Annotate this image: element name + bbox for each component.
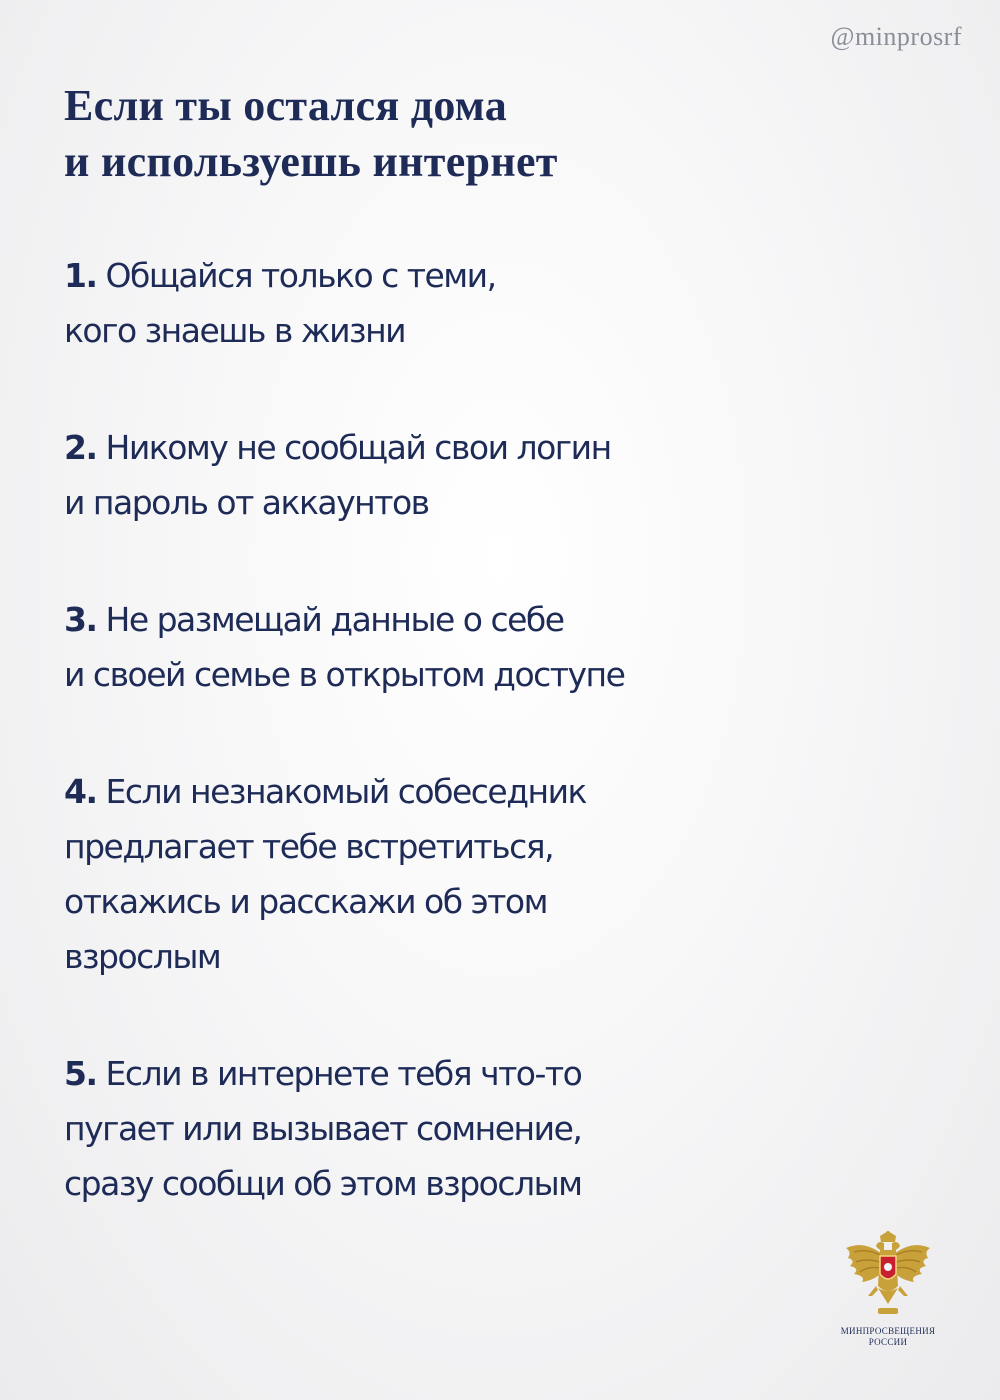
rule-item-4 xyxy=(64,764,904,984)
rule-item-1 xyxy=(64,248,904,358)
rule-text: Не размещай данные о себе xyxy=(105,600,564,639)
rule-text: Если в интернете тебя что-то xyxy=(105,1054,582,1093)
social-handle: @minprosrf xyxy=(830,22,962,51)
rule-number: 5. xyxy=(64,1054,97,1093)
logo-line-1: МИНПРОСВЕЩЕНИЯ xyxy=(840,1326,936,1336)
rule-text: Общайся только с теми, xyxy=(105,256,496,295)
rule-text: предлагает тебе встретиться, xyxy=(64,827,554,866)
page-title xyxy=(64,78,558,190)
rules-list xyxy=(64,248,904,1273)
rule-item-3 xyxy=(64,592,904,702)
rule-text: взрослым xyxy=(64,937,221,976)
rule-line xyxy=(64,592,904,647)
rule-line xyxy=(64,764,904,819)
eagle-emblem-icon xyxy=(838,1230,938,1322)
logo-line-2: РОССИИ xyxy=(868,1337,908,1347)
rule-number: 4. xyxy=(64,772,97,811)
rule-number: 2. xyxy=(64,428,97,467)
rule-text: Если незнакомый собеседник xyxy=(105,772,586,811)
title-line-1: Если ты остался дома xyxy=(64,81,508,130)
rule-line xyxy=(64,1046,904,1101)
rule-text: пугает или вызывает сомнение, xyxy=(64,1109,582,1148)
rule-text: откажись и расскажи об этом xyxy=(64,882,547,921)
rule-text: и пароль от аккаунтов xyxy=(64,483,429,522)
rule-text: и своей семье в открытом доступе xyxy=(64,655,625,694)
title-line-2: и используешь интернет xyxy=(64,137,558,186)
rule-text: сразу сообщи об этом взрослым xyxy=(64,1164,582,1203)
rule-line xyxy=(64,420,904,475)
ministry-logo xyxy=(818,1230,958,1370)
rule-text: кого знаешь в жизни xyxy=(64,311,406,350)
logo-wordmark xyxy=(818,1326,958,1348)
rule-item-2 xyxy=(64,420,904,530)
rule-text: Никому не сообщай свои логин xyxy=(105,428,611,467)
rule-item-5 xyxy=(64,1046,904,1211)
rule-line xyxy=(64,248,904,303)
rule-number: 1. xyxy=(64,256,97,295)
rule-number: 3. xyxy=(64,600,97,639)
